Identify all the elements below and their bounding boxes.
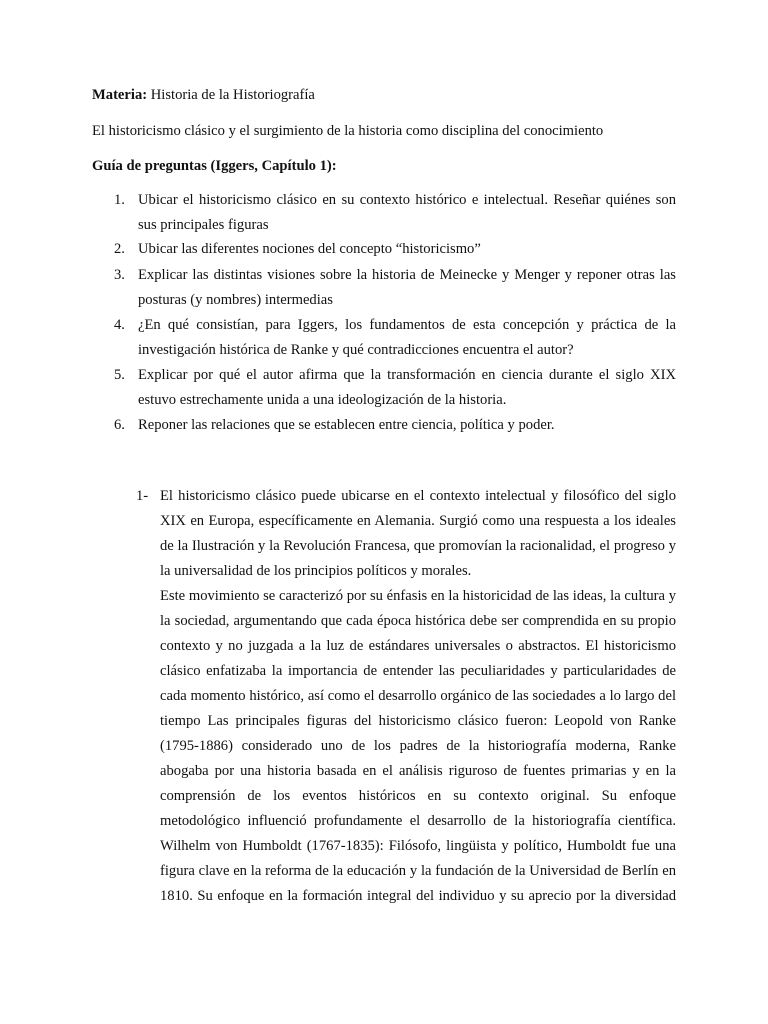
answer-paragraph-2: Este movimiento se caracterizó por su énfasis en la historicidad de las ideas, la cultura y la sociedad, argumentando que cada época histórica debe ser comprendida en su propio contexto y no juzgada a la luz de estándares universales o abstractos. El historicismo clásico enfatizaba la importancia de entender las peculiaridades y particularidades de cada momento histórico, así como el desarrollo orgánico de las sociedades a lo largo del tiempo Las principales figuras del historicismo clásico fueron: Leopold von Ranke (1795-1886) considerado uno de los padres de la historiografía moderna, Ranke abogaba por una historia basada en el análisis riguroso de fuentes primarias y en la comprensión de los eventos históricos en su contexto original. Su enfoque metodológico influenció profundamente el desarrollo de la historiografía científica. Wilhelm von Humboldt (1767-1835): Filósofo, lingüista y político, Humboldt fue una figura clave en la reforma de la educación y la fundación de la Universidad de Berlín en 1810. Su enfoque en la formación integral del individuo y su aprecio por la diversidad — [160, 588, 676, 904]
question-number: 4. — [114, 317, 125, 333]
subject-value: Historia de la Historiografía — [147, 87, 315, 103]
question-number: 2. — [114, 241, 125, 257]
answer-number: 1- — [136, 488, 149, 504]
question-item-4 — [114, 313, 676, 363]
question-item-5 — [114, 363, 676, 413]
document-subtitle: El historicismo clásico y el surgimiento de la historia como disciplina del conocimiento — [92, 123, 604, 139]
answer-paragraph-1: El historicismo clásico puede ubicarse en el contexto intelectual y filosófico del siglo XIX en Europa, específicamente en Alemania. Surgió como una respuesta a los ideales de la Ilustración y la Revolución Francesa, que promovían la racionalidad, el progreso y la universalidad de los principios políticos y morales. — [160, 488, 676, 579]
question-text: ¿En qué consistían, para Iggers, los fundamentos de esta concepción y práctica de la investigación histórica de Ranke y qué contradicciones encuentra el autor? — [138, 317, 676, 358]
question-text: Ubicar el historicismo clásico en su contexto histórico e intelectual. Reseñar quiénes son sus principales figuras — [138, 192, 676, 233]
guide-title: Guía de preguntas (Iggers, Capítulo 1): — [92, 158, 337, 174]
question-text: Ubicar las diferentes nociones del concepto “historicismo” — [138, 241, 481, 257]
question-text: Explicar por qué el autor afirma que la transformación en ciencia durante el siglo XIX estuvo estrechamente unida a una ideologización de la historia. — [138, 367, 676, 408]
question-number: 1. — [114, 192, 125, 208]
subject-label: Materia: — [92, 87, 148, 103]
question-item-2 — [114, 237, 676, 262]
subject-line — [92, 86, 315, 104]
question-text: Explicar las distintas visiones sobre la historia de Meinecke y Menger y reponer otras las posturas (y nombres) intermedias — [138, 267, 676, 308]
question-number: 3. — [114, 267, 125, 283]
question-text: Reponer las relaciones que se establecen entre ciencia, política y poder. — [138, 417, 555, 433]
answer-item-1 — [136, 484, 676, 909]
question-number: 5. — [114, 367, 125, 383]
question-item-1 — [114, 188, 676, 238]
question-item-3 — [114, 263, 676, 313]
question-item-6 — [114, 413, 676, 438]
question-number: 6. — [114, 417, 125, 433]
